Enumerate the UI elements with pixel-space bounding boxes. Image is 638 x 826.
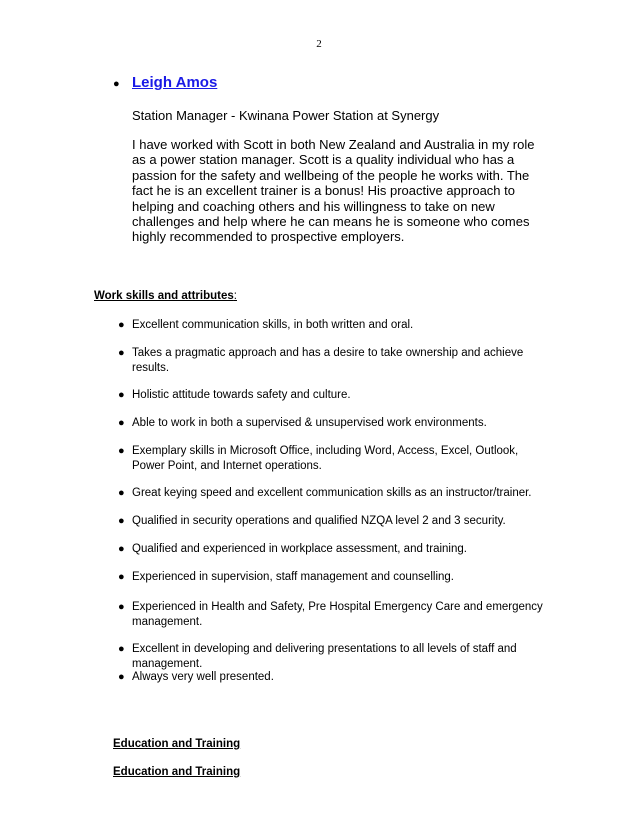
reference-testimonial: I have worked with Scott in both New Zealand and Australia in my role as a power station manager. Scott is a quality individual who has a passion for the safety and wellbeing of the people he works with. The fact he is an excellent trainer is a bonus! His proactive approach to helping and coaching others and his willingness to take on new challenges and help where he can means he is someone who comes highly recommended to prospective employers. [132, 137, 535, 245]
skill-text: Excellent communication skills, in both written and oral. [132, 319, 414, 331]
skill-text: Excellent in developing and delivering presentations to all levels of staff and management. [132, 643, 517, 670]
skill-text: Exemplary skills in Microsoft Office, including Word, Access, Excel, Outlook, Power Point, and Internet operations. [132, 445, 519, 472]
reference-name-link[interactable]: Leigh Amos [132, 74, 218, 91]
bullet-icon: ● [118, 601, 125, 613]
skill-text: Experienced in Health and Safety, Pre Hospital Emergency Care and emergency management. [132, 601, 543, 628]
skill-text: Takes a pragmatic approach and has a desire to take ownership and achieve results. [132, 347, 524, 374]
bullet-icon: ● [118, 515, 125, 527]
reference-role: Station Manager - Kwinana Power Station at Synergy [132, 108, 440, 123]
bullet-icon: ● [118, 319, 125, 331]
bullet-icon: ● [118, 445, 125, 457]
bullet-icon: ● [118, 347, 125, 359]
work-skills-heading-colon: : [233, 290, 237, 302]
bullet-icon: ● [113, 78, 120, 90]
bullet-icon: ● [118, 543, 125, 555]
work-skills-heading [94, 290, 237, 302]
skill-text: Great keying speed and excellent communication skills as an instructor/trainer. [132, 487, 532, 499]
work-skills-heading-text: Work skills and attributes [94, 290, 234, 302]
skill-text: Holistic attitude towards safety and culture. [132, 389, 351, 401]
skill-text: Experienced in supervision, staff management and counselling. [132, 571, 454, 583]
bullet-icon: ● [118, 571, 125, 583]
skill-text: Able to work in both a supervised & unsupervised work environments. [132, 417, 487, 429]
bullet-icon: ● [118, 389, 125, 401]
education-heading-repeat: Education and Training [113, 766, 241, 778]
bullet-icon: ● [118, 671, 125, 683]
bullet-icon: ● [118, 643, 125, 655]
bullet-icon: ● [118, 417, 125, 429]
page-number: 2 [316, 38, 322, 50]
education-heading: Education and Training [113, 738, 241, 750]
bullet-icon: ● [118, 487, 125, 499]
skill-text: Always very well presented. [132, 671, 274, 683]
skill-text: Qualified in security operations and qualified NZQA level 2 and 3 security. [132, 515, 506, 527]
skill-text: Qualified and experienced in workplace assessment, and training. [132, 543, 467, 555]
